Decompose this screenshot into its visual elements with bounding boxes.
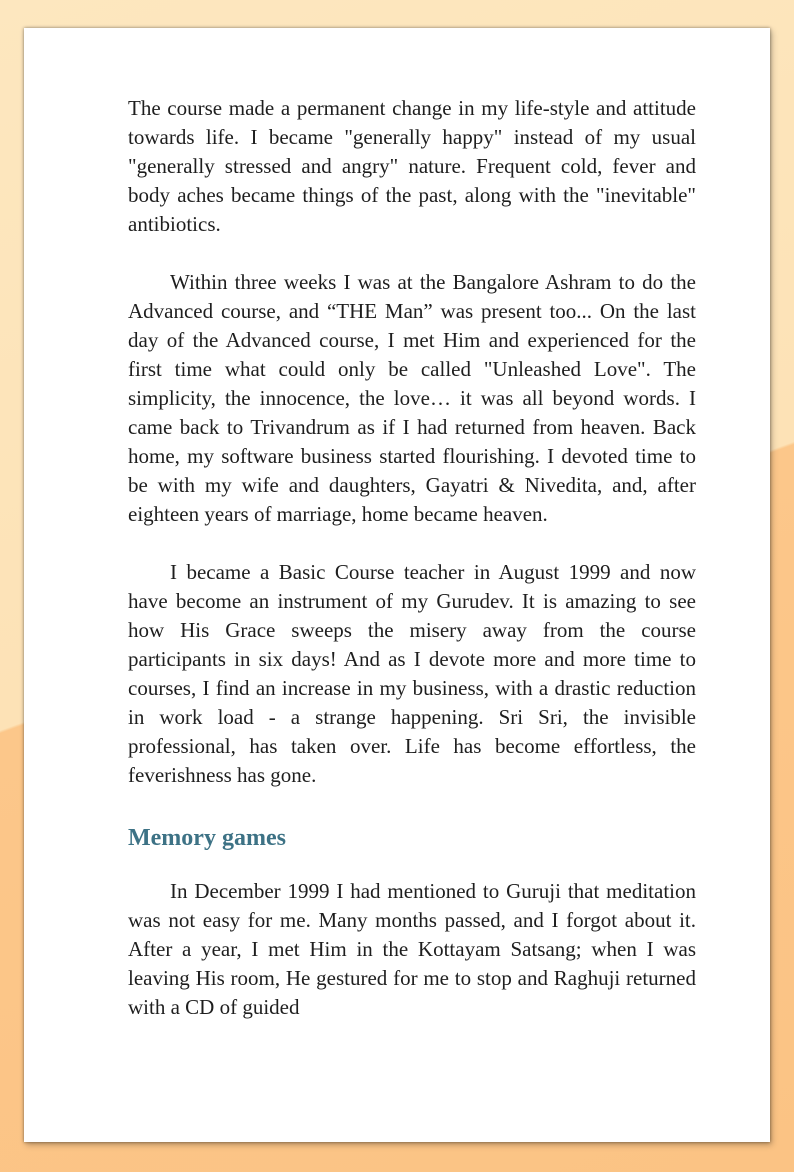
document-page [24, 28, 770, 1142]
paragraph-4: In December 1999 I had mentioned to Guruji that meditation was not easy for me. Many months passed, and I forgot about it. After a year, I met Him in the Kottayam Satsang; when I was leaving His room, He gestured for me to stop and Raghuji returned with a CD of guided [128, 879, 696, 1019]
paragraph-1: The course made a permanent change in my life-style and attitude towards life. I became "generally happy" instead of my usual "generally stressed and angry" nature. Frequent cold, fever and body aches became things of the past, along with the "inevitable" antibiotics. [128, 96, 696, 236]
section-heading: Memory games [128, 825, 286, 851]
page-content [128, 94, 696, 1022]
paragraph-3: I became a Basic Course teacher in August 1999 and now have become an instrument of my Gurudev. It is amazing to see how His Grace sweeps the misery away from the course participants in six days! And as I devote more and more time to courses, I find an increase in my business, with a drastic reduction in work load - a strange happening. Sri Sri, the invisible professional, has taken over. Life has become effortless, the feverishness has gone. [128, 560, 696, 787]
paragraph-2: Within three weeks I was at the Bangalore Ashram to do the Advanced course, and “THE Man” was present too... On the last day of the Advanced course, I met Him and experienced for the first time what could only be called "Unleashed Love". The simplicity, the innocence, the love… it was all beyond words. I came back to Trivandrum as if I had returned from heaven. Back home, my software business started flourishing. I devoted time to be with my wife and daughters, Gayatri & Nivedita, and, after eighteen years of marriage, home became heaven. [128, 270, 696, 526]
